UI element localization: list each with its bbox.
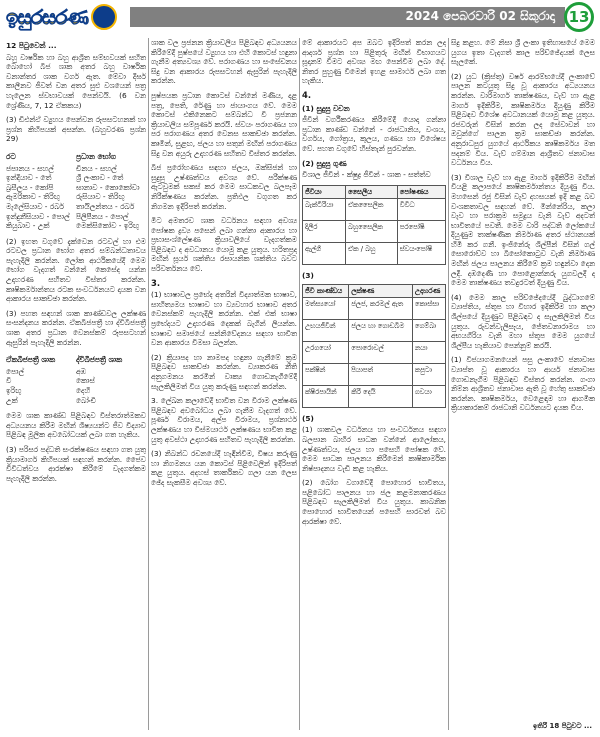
table-header-cell: උදාහරණ xyxy=(412,284,445,297)
table-cell: කපුටා xyxy=(412,363,445,385)
paragraph: (3) පහත සඳහන් ශාක කාණ්ඩවල ලක්ෂණ සංසන්දනය කරන්න. ඒකබීජපත්‍රී හා ද්විබීජපත්‍රී ශාක අතර ප්‍රධාන වෙනස්කම් රූපසටහන් ඇසුරින් පැහැදිලි කරන්න. xyxy=(6,308,146,347)
column-divider xyxy=(448,38,449,730)
animal-group-table xyxy=(302,284,446,408)
list-item: පිලිපීනය - පොල් xyxy=(76,211,129,221)
list-item: කියුබාව - උක් xyxy=(6,221,50,231)
list-item: පොල් xyxy=(6,366,25,376)
classification-table xyxy=(302,185,446,265)
table-row xyxy=(303,220,446,242)
paragraph: සිදු කළහ. මේ නිසා ශ්‍රී ලංකා ඉතිහාසයේ මෙම යුගය ඉතා වැදගත් කාල පරිච්ඡේදයක් ලෙස සැලකේ. xyxy=(451,38,595,67)
list-item: වී xyxy=(6,376,12,386)
column-1 xyxy=(6,38,146,730)
paragraph: ශාක වල ප්‍රජනන ක්‍රියාවලිය පිළිබඳව අධ්‍යයනය කිරීමේදී පුෂ්පයේ ව්‍යුහය හා එහි කොටස් හඳුනා ගැනීම අත්‍යවශ්‍ය වේ. පරාගණය හා සංසේචනය සිදු වන ආකාරය රූපසටහන් ඇසුරින් පැහැදිලි කරන්න. xyxy=(151,38,297,86)
table-row xyxy=(303,242,446,264)
paragraph: (3) පරිසර පද්ධති සංරක්ෂණය සඳහා ගත යුතු ක්‍රියාමාර්ග කිහිපයක් සඳහන් කරන්න. ජෛව විවිධත්වය ආරක්ෂා කිරීමේ වැදගත්කම පැහැදිලි කරන්න. xyxy=(6,444,146,483)
paragraph: 3. ලේඛන කලාවේදී භාවිත වන විරාම ලක්ෂණ පිළිබඳව අවබෝධය ලබා ගැනීම වැදගත් වේ. පූර්ණ විරාමය, අල්ප විරාමය, ප්‍රශ්නාර්ථ ලක්ෂණය හා විස්මයාර්ථ ලක්ෂණය භාවිත කළ යුතු අවස්ථා උදාහරණ සහිතව පැහැදිලි කරන්න. xyxy=(151,396,297,444)
list-item: මැලේසියාව - රබර් xyxy=(6,201,64,211)
page-number-badge xyxy=(564,2,594,32)
paragraph: බහු වාර්ෂික හා බහු ආශ්‍රිත සම්භවයක් සහිත බොහෝ බීජ ශාක අතර බහු වාර්ෂික වනාන්තර ශාක වර්ග ඇත. මේවා දීර්ඝ කාලීනව ජීවත් වන අතර සුළු වශයෙන් පත්‍ර හැලෙන ස්වභාවයක් පෙන්වයි. (6 වන ශ්‍රේණිය, 7, 12 ඒකකය) xyxy=(6,52,146,110)
question-label: (5) xyxy=(302,413,314,423)
table-cell: විවිධ xyxy=(397,198,445,220)
table-cell: ඒකසෛලික xyxy=(345,198,397,220)
table-row xyxy=(303,341,446,363)
list-item: රුසියාව - තිරිඟු xyxy=(76,192,125,202)
table-cell: බහුසෛලික xyxy=(345,220,397,242)
list-item: ඉන්දියාව - තේ xyxy=(6,173,52,183)
list-item: ජපානය - සහල් xyxy=(6,163,54,173)
country-crop-list xyxy=(6,149,146,231)
page-header xyxy=(0,0,600,34)
paragraph: මේ ආකාරයට අප ඔබට ඉදිරිපත් කරන ලද ආදර්ශ ප්‍රශ්න හා පිළිතුරු මඟින් විභාගයට සූදානම් වීමට අවශ්‍ය මඟ පෙන්වීම ලබා දේ. නිතර පුහුණු වීමෙන් ඉහළ සාමාර්ථ ලබා ගත හැකිය. xyxy=(302,38,446,86)
paragraph: (4) මෙම කාල පරිච්ඡේදයේදී බුද්ධාගමේ ව්‍යාප්තිය, ස්තූප හා විහාර ඉදිකිරීම හා කලා ශිල්පයේ දියුණුව පිළිබඳව ද සැලකිලිමත් විය යුතුය. රුවන්වැලිසෑය, ජේතවනාරාමය හා අභයගිරිය වැනි මහා ස්තූප මෙම යුගයේ ශිල්පීය හැකියාව පෙන්නුම් කරයි. xyxy=(451,292,595,350)
continued-on-note: ඉතිරි 18 පිටුවට ... xyxy=(532,722,592,730)
table-cell: පක්ෂීන් xyxy=(303,363,349,385)
list-item: බ්‍රසීලය - කෝපි xyxy=(6,182,54,192)
paragraph: විශාල ජීවීන් - ක්ෂුද්‍ර ජීවීන් - ශාක - සත්ත්ව xyxy=(302,170,431,180)
table-row xyxy=(303,319,446,341)
list-item: චීනය - සහල් xyxy=(76,163,117,173)
list-header: ඒකබීජපත්‍රී ශාක xyxy=(6,355,56,365)
paragraph: මෙම ශාක කාණ්ඩ පිළිබඳව විස්තරාත්මකව අධ්‍යයනය කිරීම මඟින් ශිෂ්‍යයන්ට ජීව විද්‍යාව පිළිබඳ මූලික අවබෝධයක් ලබා ගත හැකිය. xyxy=(6,411,146,440)
section-heading: 3. xyxy=(151,277,161,288)
paragraph: (2) ඉහත වගුවේ දැක්වෙන රටවල් හා එම රටවල ප්‍රධාන භෝග අතර සම්බන්ධතාවය පැහැදිලි කරන්න. ලෝක ආර්ථිකයේදී මෙම භෝග වැදගත් වන්නේ කෙසේද යන්න උදාහරණ සහිතව විස්තර කරන්න. කෘෂිකර්මාන්තය රටක සංවර්ධනයට දායක වන ආකාරය සාකච්ඡා කරන්න. xyxy=(6,236,146,304)
table-row xyxy=(303,198,446,220)
table-cell: දිලීර xyxy=(303,220,346,242)
plant-type-list xyxy=(6,352,146,405)
list-item: බෝංචි xyxy=(76,395,96,405)
paragraph: (2) යුධ (ක්‍රිස්තු) වර්ෂ ආරම්භයේදී ලංකාවේ පාලන කටයුතු සිදු වූ ආකාරය අධ්‍යයනය කරන්න. වාරිමාර්ග තාක්ෂණය, වැව් හා ඇළ මාර්ග ඉදිකිරීම, කෘෂිකර්මය දියුණු කිරීම පිළිබඳව විශේෂ අවධානයක් යොමු කළ යුතුය. රජවරුන් විසින් කරන ලද සේවාවන් හා ඔවුන්ගේ පාලන ක්‍රම සාකච්ඡා කරන්න. අනුරාධපුර යුගයේ ආර්ථිකය කෘෂිකර්මය මත පදනම් විය. වැව් ගම්මාන ආශ්‍රිතව ජනාවාස වර්ධනය විය. xyxy=(451,71,595,168)
list-item: තායිලන්තය - රබර් xyxy=(76,201,135,211)
issue-date: 2024 පෙබරවාරි 02 සිකුරාදා xyxy=(405,9,555,23)
table-cell: පරපෝෂී xyxy=(397,220,445,242)
table-cell: බැක්ටීරියා xyxy=(303,198,346,220)
list-header: ද්විබීජපත්‍රී ශාක xyxy=(76,355,123,365)
page-number: 13 xyxy=(568,8,590,26)
list-item: ඉන්දුනීසියාව - පොල් xyxy=(6,211,70,221)
paragraph: මීට අමතරව ශාක වර්ධනය සඳහා අවශ්‍ය පෝෂක ද්‍රව්‍ය පසෙන් ලබා ගන්නා ආකාරය හා ප්‍රභාසංශ්ලේෂණ ක්‍රියාවලියේ වැදගත්කම පිළිබඳව ද අවධානය යොමු කළ යුතුය. හරිතප්‍රද මඟින් සූර්ය ශක්තිය රසායනික ශක්තිය බවට පරිවර්තනය වේ. xyxy=(151,216,297,274)
table-header-cell: ජීවියා xyxy=(303,185,346,198)
table-cell: ඒක / බහු xyxy=(345,242,397,264)
table-header-row xyxy=(303,284,446,297)
column-2 xyxy=(151,38,297,730)
paragraph: ජීවීන් වර්ගීකරණය කිරීමේදී යොදා ගන්නා ප්‍රධාන කාණ්ඩ වන්නේ - රාජධානිය, වංශය, වර්ගය, ගෝත්‍රය, කුලය, ගණය හා විශේෂය වේ. පහත වගුවේ හිස්තැන් පුරවන්න. xyxy=(302,115,446,153)
paragraph: (2) බෝග වගාවේදී පොහොර භාවිතය, පළිබෝධ පාලනය හා ජල කළමනාකරණය පිළිබඳව සැලකිලිමත් විය යුතුය. කාබනික පොහොර භාවිතයෙන් පසෙහි සාරවත් බව ආරක්ෂා වේ. xyxy=(302,478,446,526)
table-row xyxy=(303,297,446,319)
list-item: අඹ xyxy=(76,366,87,376)
table-row xyxy=(303,363,446,385)
list-item: ඉරිඟු xyxy=(6,386,22,395)
newspaper-logo xyxy=(6,3,126,30)
table-header-row xyxy=(303,185,446,198)
list-item: ඇමරිකාව - තිරිඟු xyxy=(6,192,60,202)
table-cell: උභයජීවීන් xyxy=(303,319,349,341)
table-cell: ක්ෂීරපායීන් xyxy=(303,385,349,407)
table-cell: කිරි දෙයි xyxy=(349,385,413,407)
table-cell: ජලජ, කරමල් ඇත xyxy=(349,297,413,319)
column-4 xyxy=(451,38,595,730)
table-cell: ගෙම්බා xyxy=(412,319,445,341)
logo-badge-icon xyxy=(91,4,117,30)
table-cell: ස්වයංපෝෂී xyxy=(397,242,445,264)
paragraph: (3) විශාල වැව් හා ඇළ මාර්ග ඉදිකිරීම මඟින් වියළි කලාපයේ කෘෂිකර්මාන්තය දියුණු විය. මහසෙන් රජු විසින් වැව් දහසයක් ඉදි කළ බව වංශකතාවල සඳහන් වේ. මින්නේරිය, කලා වැව හා පරාක්‍රම සමුද්‍රය වැනි වැව් අදටත් භාවිතයේ පවතී. මෙම වාරි පද්ධති ලෝකයේ දියුණුම තාක්ෂණික නිර්මාණ අතර ස්ථානයක් හිමි කර ගනී. ඉංජිනේරු ශිල්පීන් විසින් ගල් සොරොව්ව හා බිසෝකොටුව වැනි නිර්මාණ මඟින් ජලය පාලනය කිරීමේ ක්‍රම හඳුන්වා දෙන ලදී. දඹදෙණි හා පොළොන්නරු යුගවලදී ද මෙම තාක්ෂණය තවදුරටත් දියුණු විය. xyxy=(451,172,595,288)
table-cell: මත්ස්‍යයෝ xyxy=(303,297,349,319)
list-item: ශ්‍රී ලංකාව - තේ xyxy=(76,173,124,183)
table-header-cell: සෛලීය xyxy=(345,185,397,198)
logo-text: ඉසුරසරණ xyxy=(6,4,88,29)
column-3 xyxy=(302,38,446,730)
table-header-cell: ලක්ෂණ xyxy=(349,284,413,297)
list-item: කොස් xyxy=(76,376,95,386)
paragraph: (3) නිබන්ධ රචනයේදී හැඳින්වීම, විෂය කරුණු හා නිගමනය යන කොටස් පිළිවෙලින් ඉදිරිපත් කළ යුතුය. අදහස් තාර්කිකව ගලා යන ලෙස ඡේද සැකසීම අවශ්‍ය වේ. xyxy=(151,449,297,487)
paragraph: පුෂ්පයක ප්‍රධාන කොටස් වන්නේ මණිය, දළ පත්‍ර, පෙති, රේණු හා ජායාංගය වේ. මෙම කොටස් එකිනෙකට සම්බන්ධ වී ප්‍රජනන ක්‍රියාවලිය සම්පූර්ණ කරයි. ස්වයං පරාගණය හා පර පරාගණය අතර වෙනස සාකච්ඡා කරන්න. කෘමීන්, සුළඟ, ජලය හා සතුන් මඟින් පරාගණය සිදු වන අයුරු උදාහරණ සහිතව විස්තර කරන්න. xyxy=(151,90,297,158)
list-item: උක් xyxy=(6,395,18,405)
list-item: දෙහි xyxy=(76,386,91,395)
table-cell: කොස්සා xyxy=(412,297,445,319)
paragraph: (2) ක්‍රියාපද හා නාමපද හඳුනා ගැනීමේ ක්‍රම පිළිබඳව සාකච්ඡා කරන්න. ව්‍යාකරණ නීති අනුගමනය කරමින් වාක්‍ය ගොඩනැගීමේදී සැලකිලිමත් විය යුතු කරුණු සඳහන් කරන්න. xyxy=(151,352,297,391)
paragraph: (1) ශාකවල වර්ධනය හා සංවර්ධනය සඳහා බලපාන බාහිර සාධක වන්නේ ආලෝකය, උෂ්ණත්වය, ජලය හා පසෙහි පෝෂක වේ. මෙම සාධක පාලනය කිරීමෙන් කෘෂිකාර්මික නිෂ්පාදනය වැඩි කළ හැකිය. xyxy=(302,425,446,473)
table-cell: නයා xyxy=(412,341,445,363)
paragraph: බීජ ප්‍රරෝහණය සඳහා ජලය, ඔක්සිජන් හා සුදුසු උෂ්ණත්වය අවශ්‍ය වේ. පරීක්ෂණ ඇටවුමක් සකස් කර මෙම සාධකවල බලපෑම නිරීක්ෂණය කරන්න. ප්‍රතිඵල වගුගත කර නිගමන ඉදිරිපත් කරන්න. xyxy=(151,163,297,211)
table-cell: ගවයා xyxy=(412,385,445,407)
paragraph: (1) විජයාගමනයෙන් පසු ලංකාවේ ජනාවාස ව්‍යාප්ත වූ ආකාරය හා ආර්ය ජනාවාස ගොඩනැගීම පිළිබඳව විස්තර කරන්න. ගංගා නිම්න ආශ්‍රිතව ජනාවාස ඇති වූ හේතු සාකච්ඡා කරන්න. කෘෂිකර්මය, වෙළෙඳාම හා ආගමික ක්‍රියාකාරකම් රාජධානි වර්ධනයට දායක විය. xyxy=(451,355,595,413)
table-cell: ඇල්ගී xyxy=(303,242,346,264)
table-cell: උරගයෝ xyxy=(303,341,349,363)
table-cell: පොරොවල් xyxy=(349,341,413,363)
continuation-note: 12 පිටුවෙන් ... xyxy=(6,41,57,50)
question-label: (1) සුදුසු වචන xyxy=(302,103,350,113)
list-item: මෙක්සිකෝව - ඉරිඟු xyxy=(76,221,140,231)
table-cell: පියාපත් xyxy=(349,363,413,385)
section-heading: 4. xyxy=(302,89,312,100)
list-header: ප්‍රධාන භෝග xyxy=(76,151,117,161)
column-divider xyxy=(148,38,149,730)
paragraph: (1) භාෂාවල ප්‍රභේද අතරින් විද්‍යාත්මක භාෂාව, සාහිත්‍යමය භාෂාව හා ව්‍යවහාර භාෂාව අතර වෙනස්කම් පැහැදිලි කරන්න. එක් එක් භාෂා ප්‍රභේදයට උදාහරණ දෙකක් බැගින් ලියන්න. භාෂාව සමාජයේ සන්නිවේදනය සඳහා භාවිත වන ආකාරය විමසා බලන්න. xyxy=(151,290,297,348)
list-header: රට xyxy=(6,151,16,161)
paragraph: (3) ඩීඑන්ඒ ව්‍යුහය පෙන්වන රූපසටහනක් හා ප්‍රශ්න කිහිපයක් අසන්න. (බහුවරණ ප්‍රශ්න 29) xyxy=(6,115,146,144)
question-label: (2) සුදුසු ගුණ xyxy=(302,158,347,168)
question-label: (3) xyxy=(302,270,314,280)
table-cell: ජලය හා ගොඩබිම xyxy=(349,319,413,341)
table-row xyxy=(303,385,446,407)
list-item: ඝානාව - කොකෝවා xyxy=(76,182,140,192)
table-header-cell: පෝෂණය xyxy=(397,185,445,198)
table-header-cell: ජීවී කාණ්ඩය xyxy=(303,284,349,297)
column-divider xyxy=(299,38,300,730)
